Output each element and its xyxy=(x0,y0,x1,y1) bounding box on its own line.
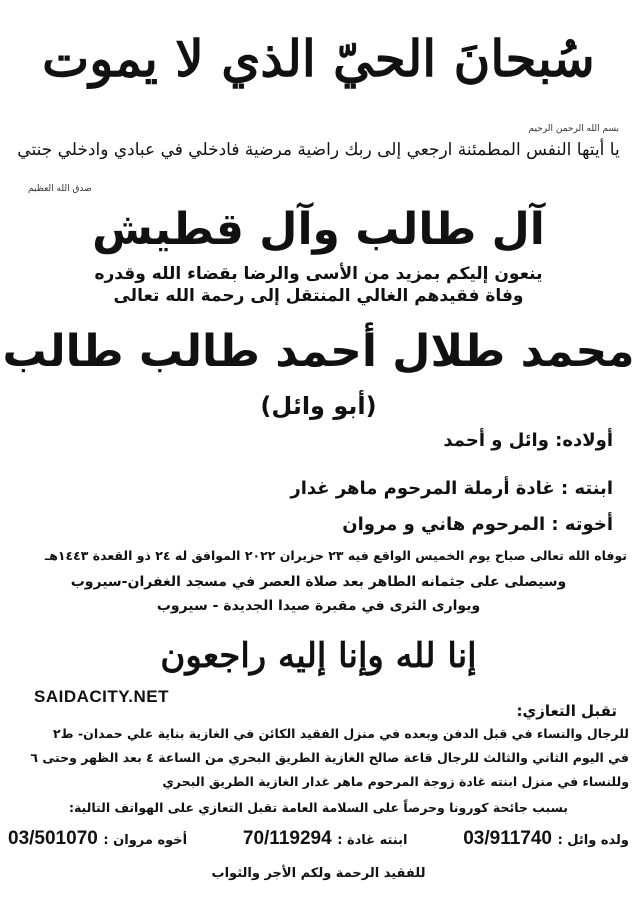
closing-prayer: للفقيد الرحمة ولكم الأجر والثواب xyxy=(211,866,426,881)
daughter-row xyxy=(290,478,613,499)
siblings-label: أخوته : xyxy=(551,514,613,535)
condolences-heading: تقبل التعازي: xyxy=(516,702,617,720)
daughter-label: ابنته : xyxy=(560,478,613,499)
phone-list xyxy=(8,828,629,858)
sons-row xyxy=(443,430,613,451)
families-heading: آل طالب وآل قطيش xyxy=(92,204,545,255)
announcement-line-1: ينعون إليكم بمزيد من الأسى والرضا بقضاء الله وقدره xyxy=(94,264,543,284)
funeral-line-3: ويوارى الثرى في مقبرة صيدا الجديدة - سيروب xyxy=(156,598,481,614)
phone-entry xyxy=(243,828,408,850)
funeral-line-1: توفاه الله تعالى صباح يوم الخميس الواقع فيه ٢٣ حزيران ٢٠٢٢ الموافق له ٢٤ ذو القعدة ١٤٤٣هـ xyxy=(44,548,627,563)
covid-notice: بسبب جائحة كورونا وحرصاً على السلامة العامة تقبل التعازي على الهواتف التالية: xyxy=(68,800,569,815)
site-watermark: SAIDACITY.NET xyxy=(34,687,169,706)
phone-number: 03/911740 xyxy=(463,828,552,849)
basmala: بسم الله الرحمن الرحيم xyxy=(528,124,619,134)
sons-label: أولاده: xyxy=(555,430,613,451)
phone-number: 03/501070 xyxy=(8,828,98,849)
siblings-names: المرحوم هاني و مروان xyxy=(342,514,546,535)
daughter-name: غادة أرملة المرحوم ماهر غدار xyxy=(290,478,555,499)
phone-entry xyxy=(8,828,187,850)
condolences-line-2: في اليوم الثاني والثالث للرجال قاعة صالح الغازية الطريق البحري من الساعة ٤ بعد الظهر وحتى ٦ xyxy=(30,750,629,765)
phone-label: أخوه مروان : xyxy=(103,833,188,848)
siblings-row xyxy=(342,514,613,535)
phone-entry xyxy=(463,828,629,850)
funeral-line-2: وسيصلى على جثمانه الطاهر بعد صلاة العصر في مسجد الغفران-سيروب xyxy=(70,574,567,590)
quran-verse: يا أيتها النفس المطمئنة ارجعي إلى ربك راضية مرضية فادخلي في عبادي وادخلي جنتي xyxy=(17,140,620,160)
announcement-line-2: وفاة فقيدهم الغالي المنتقل إلى رحمة الله تعالى xyxy=(113,286,524,306)
phone-number: 70/119294 xyxy=(242,828,332,849)
phone-label: ولده وائل : xyxy=(557,833,629,848)
deceased-name: محمد طلال أحمد طالب طالب xyxy=(2,326,635,377)
closing-calligraphy: إنا لله وإنا إليه راجعون xyxy=(160,636,477,676)
condolences-line-1: للرجال والنساء في قبل الدفن وبعده في منزل الفقيد الكائن في الغازية بناية علي حمدان- ط٢ xyxy=(52,726,629,741)
calligraphy-title: سُبحانَ الحيّ الذي لا يموت xyxy=(42,29,595,88)
verse-end: صدق الله العظيم xyxy=(28,184,92,194)
phone-label: ابنته غادة : xyxy=(337,833,408,848)
sons-names: وائل و أحمد xyxy=(443,430,549,451)
deceased-nickname: (أبو وائل) xyxy=(260,392,377,420)
condolences-line-3: وللنساء في منزل ابنته غادة زوجة المرحوم ماهر غدار الغازية الطريق البحري xyxy=(162,774,629,789)
